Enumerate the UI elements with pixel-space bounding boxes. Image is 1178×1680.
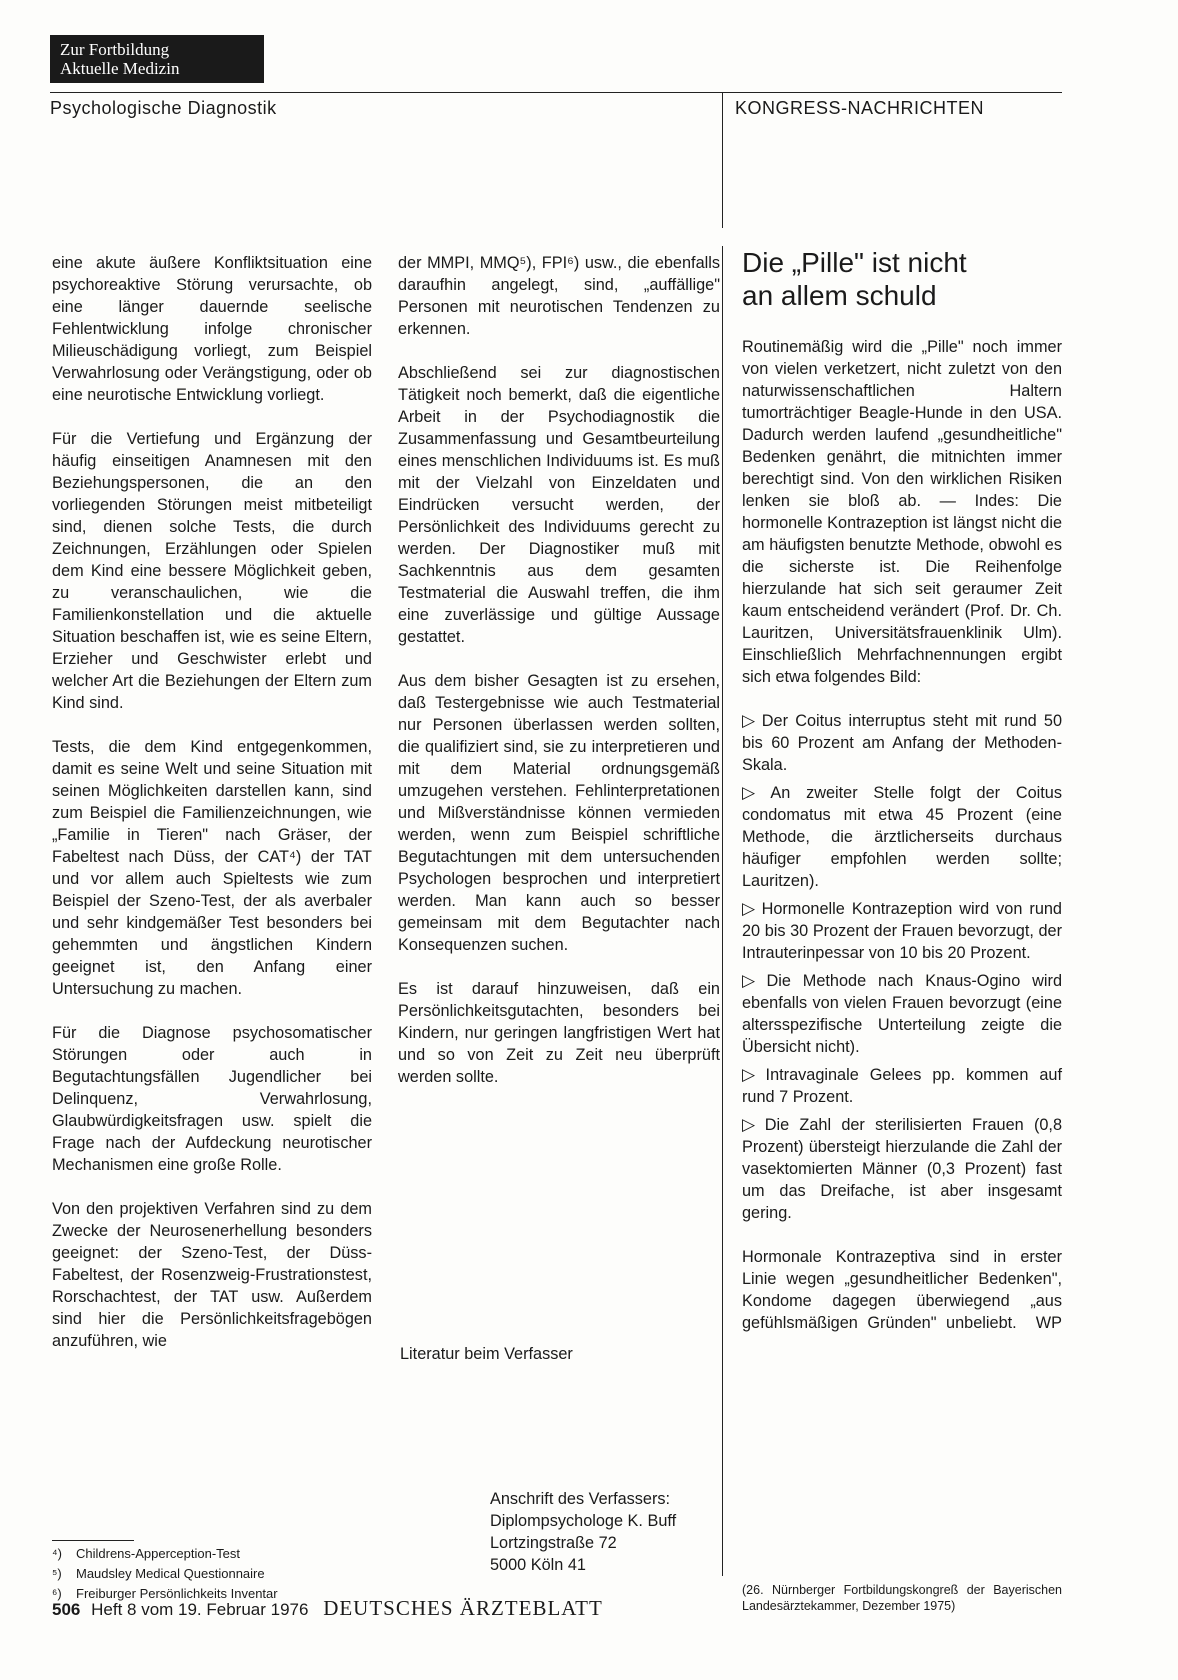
col1-paragraph: Tests, die dem Kind entgegenkommen, damit es seine Welt und seine Situation mit seinen Möglichkeiten darstellen kann, sind zum Beispiel die Familienzeichnungen, wie „Familie in Tieren" nach Gräser, der Fabeltest nach Düss, der CAT⁴) der TAT und vor allem auch Spieltests wie zum Beispiel der Szeno-Test, der als averbaler und sehr kindgemäßer Test besonders bei gehemmten und ängstlichen Kindern geeignet ist, den Anfang einer Untersuchung zu machen.	[52, 738, 372, 998]
footnote	[52, 1544, 240, 1564]
bullet-item	[742, 1114, 1062, 1224]
col1-paragraph: Für die Vertiefung und Ergänzung der häufig einseitigen Anamnesen mit den Beziehungspersonen, die an den vorliegenden Störungen meist mitbeteiligt sind, dienen solche Tests, die durch Zeichnungen, Erzählungen oder Spielen dem Kind eine bessere Möglichkeit geben, zu veranschaulichen, wie die Familienkonstellation und die aktuelle Situation beschaffen ist, wie es seine Eltern, Erzieher und Geschwister erlebt und welcher Art die Beziehungen der Eltern zum Kind sind.	[52, 430, 372, 712]
triangle-bullet-icon: ▷	[742, 711, 758, 730]
footnote-text: Maudsley Medical Questionnaire	[76, 1566, 265, 1581]
footnote-rule	[52, 1540, 134, 1541]
triangle-bullet-icon: ▷	[742, 1065, 762, 1084]
column-3	[742, 336, 1062, 1334]
section-badge	[50, 35, 264, 83]
closing-text: Hormonale Kontrazeptiva sind in erster Linie wegen „gesundheitlicher Bedenken", Kondome dagegen überwiegend „aus gefühlsmäßigen Gründen" unbeliebt.	[742, 1248, 1062, 1332]
address-line: Anschrift des Verfassers:	[490, 1490, 671, 1508]
source-note: (26. Nürnberger Fortbildungskongreß der Bayerischen Landesärztekammer, Dezember 1975)	[742, 1583, 1062, 1613]
header-divider	[722, 92, 723, 228]
bullet-item	[742, 970, 1062, 1058]
headline-line-1: Die „Pille" ist nicht	[742, 247, 967, 278]
bullet-item	[742, 1064, 1062, 1108]
bullet-item	[742, 710, 1062, 776]
header-rule-right	[722, 92, 1062, 93]
headline-line-2: an allem schuld	[742, 280, 937, 311]
section-title-left: Psychologische Diagnostik	[50, 98, 277, 118]
triangle-bullet-icon: ▷	[742, 1115, 761, 1134]
footnote-text: Childrens-Apperception-Test	[76, 1546, 241, 1561]
bullet-item	[742, 898, 1062, 964]
footnote-number: ⁴)	[52, 1546, 62, 1561]
col2-paragraph: Es ist darauf hinzuweisen, daß ein Persönlichkeitsgutachten, besonders bei Kindern, nur geringen langfristigen Wert hat und so von Zeit zu Zeit neu überprüft werden sollte.	[398, 980, 720, 1086]
footnote-number: ⁵)	[52, 1566, 62, 1581]
issue-info: Heft 8 vom 19. Februar 1976	[91, 1600, 309, 1619]
article-headline	[742, 246, 1042, 312]
col1-paragraph: Von den projektiven Verfahren sind zu dem Zwecke der Neurosenerhellung besonders geeignet: der Szeno-Test, der Düss-Fabeltest, der Rosenzweig-Frustrationstest, Rorschachtest, der TAT usw. Außerdem sind hier die Persönlichkeitsfragebögen anzuführen, wie	[52, 1200, 372, 1350]
badge-line-2: Aktuelle Medizin	[60, 59, 180, 78]
triangle-bullet-icon: ▷	[742, 971, 763, 990]
footnote	[52, 1564, 265, 1584]
address-line: Diplompsychologe K. Buff	[490, 1512, 677, 1530]
col2-paragraph: Abschließend sei zur diagnostischen Tätigkeit noch bemerkt, daß die eigentliche Arbeit in der Psychodiagnostik die Zusammenfassung und Gesamtbeurteilung eines menschlichen Individuums ist. Es muß mit der Vielzahl von Einzeldaten und Eindrücken versucht werden, der Persönlichkeit des Individuums gerecht zu werden. Der Diagnostiker muß mit Sachkenntnis aus dem gesamten Testmaterial die Auswahl treffen, die ihm eine zuverlässige und gültige Aussage gestattet.	[398, 364, 720, 646]
badge-line-1: Zur Fortbildung	[60, 40, 170, 59]
column-1	[52, 252, 372, 1374]
triangle-bullet-icon: ▷	[742, 899, 758, 918]
col3-closing	[742, 1246, 1062, 1334]
magazine-name: DEUTSCHES ÄRZTEBLATT	[323, 1596, 603, 1620]
bullet-text: Hormonelle Kontrazeption wird von rund 20 bis 30 Prozent der Frauen bevorzugt, der Intrauterinpessar von 10 bis 20 Prozent.	[742, 900, 1062, 962]
footnote-number: ⁶)	[52, 1586, 62, 1601]
page-number: 506	[52, 1600, 81, 1619]
address-line: Lortzingstraße 72	[490, 1534, 617, 1552]
author-initials: WP	[1035, 1314, 1062, 1332]
column-divider	[722, 246, 723, 1576]
literature-note: Literatur beim Verfasser	[400, 1345, 573, 1363]
header-rule-left	[50, 92, 722, 93]
bullet-text: Die Zahl der sterilisierten Frauen (0,8 Prozent) übersteigt hierzulande die Zahl der vasektomierten Männer (0,3 Prozent) fast um das Dreifache, ist aber insgesamt gering.	[742, 1116, 1062, 1222]
triangle-bullet-icon: ▷	[742, 783, 767, 802]
bullet-text: Intravaginale Gelees pp. kommen auf rund 7 Prozent.	[742, 1066, 1063, 1106]
col2-paragraph: Aus dem bisher Gesagten ist zu ersehen, daß Testergebnisse wie auch Testmaterial nur Personen überlassen werden sollten, die qualifiziert sind, sie zu interpretieren und mit dem Material ordnungsgemäß umzugehen verstehen. Fehlinterpretationen und Mißverständnisse können vermieden werden, wenn zum Beispiel schriftliche Begutachtungen mit dem untersuchenden Psychologen besprochen und interpretiert werden. Man kann auch so besser gemeinsam mit dem Begutachter nach Konsequenzen suchen.	[398, 672, 720, 954]
bullet-item	[742, 782, 1062, 892]
bullet-text: An zweiter Stelle folgt der Coitus condomatus mit etwa 45 Prozent (eine Methode, die ärztlicherseits durchaus häufiger empfohlen werden sollte; Lauritzen).	[742, 784, 1062, 890]
section-title-right: KONGRESS-NACHRICHTEN	[735, 98, 985, 118]
address-line: 5000 Köln 41	[490, 1556, 586, 1574]
col3-intro: Routinemäßig wird die „Pille" noch immer von vielen verketzert, nicht zuletzt von den naturwissenschaftlichen Haltern tumorträchtiger Beagle-Hunde in den USA. Dadurch werden laufend „gesundheitliche" Bedenken genährt, die mitnichten immer berechtigt sind. Von den wirklichen Risiken lenken sie bloß ab. — Indes: Die hormonelle Kontrazeption ist längst nicht die am häufigsten benutzte Methode, obwohl es die sicherste ist. Die Reihenfolge hierzulande hat sich seit geraumer Zeit kaum entscheidend verändert (Prof. Dr. Ch. Lauritzen, Universitätsfrauenklinik Ulm). Einschließlich Mehrfachnennungen ergibt sich etwa folgendes Bild:	[742, 338, 1062, 686]
col2-paragraph: der MMPI, MMQ⁵), FPI⁶) usw., die ebenfalls daraufhin angelegt, sind, „auffällige" Personen mit neurotischen Tendenzen zu erkennen.	[398, 254, 720, 338]
page-footer	[52, 1596, 603, 1621]
footnote-text: Freiburger Persönlichkeits Inventar	[76, 1586, 278, 1601]
author-address	[490, 1488, 676, 1576]
col1-paragraph: eine akute äußere Konfliktsituation eine psychoreaktive Störung verursachte, ob eine länger dauernde seelische Fehlentwicklung infolge chronischer Milieuschädigung vorliegt, zum Beispiel Verwahrlosung oder Verängstigung, oder ob eine neurotische Entwicklung vorliegt.	[52, 254, 372, 404]
bullet-text: Der Coitus interruptus steht mit rund 50 bis 60 Prozent am Anfang der Methoden-Skala.	[742, 712, 1062, 774]
col1-paragraph: Für die Diagnose psychosomatischer Störungen oder auch in Begutachtungsfällen Jugendlicher bei Delinquenz, Verwahrlosung, Glaubwürdigkeitsfragen usw. spielt die Frage nach der Aufdeckung neurotischer Mechanismen eine große Rolle.	[52, 1024, 372, 1174]
column-2	[398, 252, 720, 1110]
bullet-text: Die Methode nach Knaus-Ogino wird ebenfalls von vielen Frauen bevorzugt (eine altersspezifische Unterteilung zeigte die Übersicht nicht).	[742, 972, 1063, 1056]
